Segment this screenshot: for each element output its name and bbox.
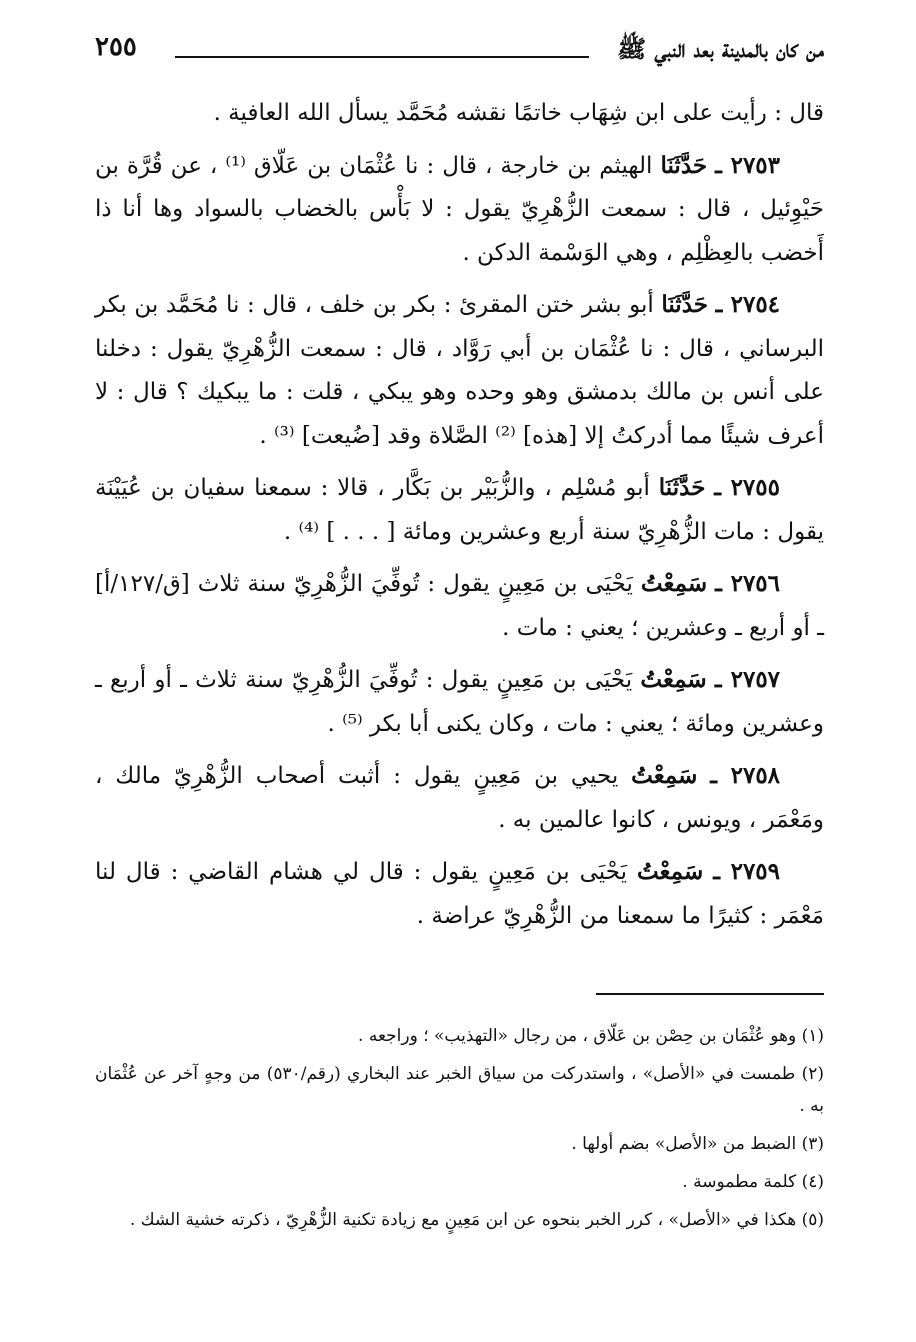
header-rule (175, 56, 589, 58)
transmission-keyword: حَدَّثَنَا (660, 151, 708, 179)
paragraph-2756 (95, 562, 824, 650)
paragraph-2759 (95, 850, 824, 938)
transmission-keyword: حَدَّثَنَا (661, 291, 708, 318)
paragraph-2755 (95, 466, 824, 554)
hadith-number: ٢٧٥٤ ـ (715, 291, 781, 318)
hadith-number: ٢٧٥٥ ـ (714, 474, 780, 501)
footnote-5: (٥) هكذا في «الأصل» ، كرر الخبر بنحوه عن ابن مَعِينٍ مع زيادة تكنية الزُّهْرِيّ ، ذكرته خشية الشك . (129, 1210, 824, 1230)
hadith-number: ٢٧٥٦ ـ (715, 570, 781, 597)
paragraph-text: أبو بشر ختن المقرئ : بكر بن خلف ، قال : نا مُحَمَّد بن بكر البرساني ، قال : نا عُثْمَان بن أبي رَوَّاد ، قال : سمعت الزُّهْرِيّ يقول : دخلنا على أنس بن مالك بدمشق وهو وحده وهو يبكي ، قلت : ما يبكيك ؟ قال : لا أعرف شيئًا مما أدركتُ إلا [هذه] ⁽²⁾ الصَّلاة وقد [ضُيعت] ⁽³⁾ . (95, 292, 824, 449)
hadith-number: ٢٧٥٨ ـ (710, 762, 781, 789)
paragraph-text: أبو مُسْلِم ، والزُّبَيْر بن بَكَّار ، قالا : سمعنا سفيان بن عُيَيْنَة يقول : مات الزُّهْرِيّ سنة أربع وعشرين ومائة [ . . . ] ⁽⁴⁾ . (95, 475, 824, 545)
footnote-2: (٢) طمست في «الأصل» ، واستدركت من سياق الخبر عند البخاري (رقم/٥٣٠) من وجهٍ آخر عن عُثْمَان به . (95, 1064, 824, 1116)
paragraph-text: الهيثم بن خارجة ، قال : نا عُثْمَان بن عَلّاق ⁽¹⁾ ، عن قُرَّة بن حَيْوِئيل ، قال : سمعت الزُّهْرِيّ يقول : لا بَأْس بالخضاب بالسواد وها أنا ذا أَخضب بالعِظْلِم ، وهي الوَسْمة الدكن . (95, 152, 824, 266)
paragraph-2754 (95, 283, 824, 458)
footnote-4: (٤) كلمة مطموسة . (682, 1172, 824, 1192)
transmission-keyword: سَمِعْتُ (640, 570, 708, 597)
footnotes (95, 1020, 824, 1242)
paragraph-2753 (95, 144, 824, 276)
main-text (95, 92, 824, 946)
footnote-separator (596, 993, 824, 995)
paragraph-text: يَحْيَى بن مَعِينٍ يقول : تُوفِّيَ الزُّهْرِيّ سنة ثلاث ـ أو أربع ـ وعشرين ومائة ؛ يعني : مات ، وكان يكنى أبا بكر ⁽⁵⁾ . (95, 667, 824, 737)
hadith-number: ٢٧٥٣ ـ (715, 151, 781, 179)
page-number: ٢٥٥ (95, 32, 137, 62)
transmission-keyword: سَمِعْتُ (636, 858, 704, 885)
transmission-keyword: سَمِعْتُ (640, 666, 707, 693)
header-title: من كان بالمدينة بعد النبي ﷺ (617, 34, 824, 63)
paragraph-2758 (95, 754, 824, 842)
footnote-3: (٣) الضبط من «الأصل» بضم أولها . (571, 1134, 824, 1154)
paragraph-text: قال : رأيت على ابن شِهَاب خاتمًا نقشه مُحَمَّد يسأل الله العافية . (213, 100, 824, 126)
footnote-1: (١) وهو عُثْمَان بن حِصْن بن عَلّاق ، من رجال «التهذيب» ؛ وراجعه . (358, 1026, 824, 1046)
paragraph-2757 (95, 658, 824, 746)
hadith-number: ٢٧٥٩ ـ (713, 858, 781, 885)
paragraph-text: يَحْيَى بن مَعِينٍ يقول : تُوفِّيَ الزُّهْرِيّ سنة ثلاث [ق/١٢٧/أ] ـ أو أربع ـ وعشرين ؛ يعني : مات . (95, 571, 824, 641)
paragraph-0 (95, 92, 824, 136)
paragraph-text: يَحْيَى بن مَعِينٍ يقول : قال لي هشام القاضي : قال لنا مَعْمَر : كثيرًا ما سمعنا من الزُّهْرِيّ عراضة . (95, 859, 824, 929)
paragraph-text: يحيي بن مَعِينٍ يقول : أثبت أصحاب الزُّهْرِيّ مالك ، ومَعْمَر ، ويونس ، كانوا عالمين به . (95, 763, 824, 833)
transmission-keyword: سَمِعْتُ (631, 762, 698, 789)
transmission-keyword: حَدَّثَنَا (658, 474, 706, 501)
running-header (95, 30, 824, 70)
hadith-number: ٢٧٥٧ ـ (714, 666, 781, 693)
